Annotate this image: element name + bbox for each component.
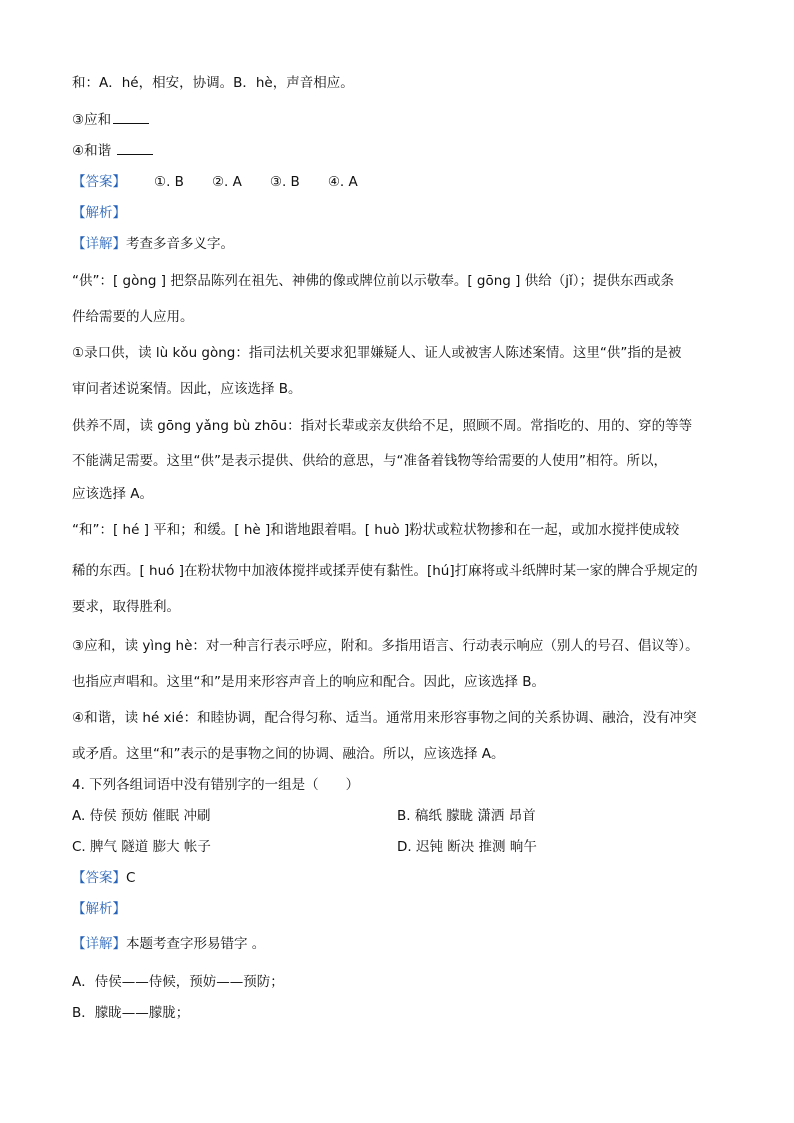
paragraph-line: ③应和，读 yìng hè：对一种言行表示呼应，附和。多指用语言、行动表示响应（别人的号召、倡议等）。 xyxy=(72,638,699,654)
explanation-line: B．朦眬——朦胧； xyxy=(72,1005,190,1021)
answer-tag: 【答案】 xyxy=(72,174,126,190)
question-item-4 xyxy=(72,141,724,161)
paragraph-line: 应该选择 A。 xyxy=(72,486,154,502)
paragraph-line: 供养不周，读 gōng yǎng bù zhōu：指对长辈或亲友供给不足，照顾不周。常指吃的、用的、穿的等等 xyxy=(72,418,693,434)
paragraph-line: 审问者述说案情。因此，应该选择 B。 xyxy=(72,381,302,397)
item-label: ④和谐 xyxy=(72,143,116,159)
option-a: A. 侍侯 预妨 催眠 冲刷 xyxy=(72,808,211,824)
answer-item: ④. A xyxy=(327,174,358,190)
option-c: C. 脾气 隧道 膨大 帐子 xyxy=(72,839,211,855)
detail-tag: 【详解】 xyxy=(72,936,126,952)
analysis-tag: 【解析】 xyxy=(72,205,126,221)
answer-line xyxy=(72,868,724,888)
paragraph-line: 不能满足需要。这里“供”是表示提供、供给的意思，与“准备着钱物等给需要的人使用”相符。所以， xyxy=(72,453,667,469)
explanation-line: A．侍侯——侍候，预妨——预防； xyxy=(72,974,284,990)
text-line: 和：A．hé，相安，协调。B．hè，声音相应。 xyxy=(72,75,354,91)
option-d: D. 迟钝 断决 推测 晌午 xyxy=(397,839,537,855)
question-item-3 xyxy=(72,110,724,130)
answer-blank xyxy=(117,142,153,155)
question-4: 4. 下列各组词语中没有错别字的一组是（ ） xyxy=(72,777,360,793)
paragraph-line: 或矛盾。这里“和”表示的是事物之间的协调、融洽。所以，应该选择 A。 xyxy=(72,746,505,762)
detail-tag: 【详解】 xyxy=(72,236,126,252)
answer-item: ③. B xyxy=(269,174,300,190)
paragraph-line: 也指应声唱和。这里“和”是用来形容声音上的响应和配合。因此，应该选择 B。 xyxy=(72,674,546,690)
answer-tag: 【答案】 xyxy=(72,870,126,886)
paragraph-line: 件给需要的人应用。 xyxy=(72,309,194,325)
detail-line xyxy=(72,234,724,254)
analysis-tag: 【解析】 xyxy=(72,901,126,917)
option-b: B. 稿纸 朦眬 潇洒 昂首 xyxy=(397,808,536,824)
detail-line xyxy=(72,934,724,954)
paragraph-line: 要求，取得胜利。 xyxy=(72,599,180,615)
answer-blank xyxy=(113,111,149,124)
paragraph-line: “供”：[ gòng ] 把祭品陈列在祖先、神佛的像或牌位前以示敬奉。[ gōng ] 供给（jǐ）；提供东西或条 xyxy=(72,273,674,289)
answer-item: ②. A xyxy=(211,174,242,190)
item-label: ③应和 xyxy=(72,112,112,128)
paragraph-line: 稀的东西。[ huó ]在粉状物中加液体搅拌或揉弄使有黏性。[hú]打麻将或斗纸牌时某一家的牌合乎规定的 xyxy=(72,563,698,579)
paragraph-line: “和”：[ hé ] 平和；和缓。[ hè ]和谐地跟着唱。[ huò ]粉状或粒状物掺和在一起，或加水搅拌使成较 xyxy=(72,522,680,538)
paragraph-line: ④和谐，读 hé xié：和睦协调，配合得匀称、适当。通常用来形容事物之间的关系协调、融洽，没有冲突 xyxy=(72,710,697,726)
answer-item: ①. B xyxy=(154,174,184,190)
paragraph-line: ①录口供，读 lù kǒu gòng：指司法机关要求犯罪嫌疑人、证人或被害人陈述案情。这里“供”指的是被 xyxy=(72,345,682,361)
detail-text: 本题考查字形易错字 。 xyxy=(126,936,266,952)
answer-text: C xyxy=(126,870,136,886)
answer-line xyxy=(72,172,724,192)
detail-text: 考查多音多义字。 xyxy=(126,236,234,252)
